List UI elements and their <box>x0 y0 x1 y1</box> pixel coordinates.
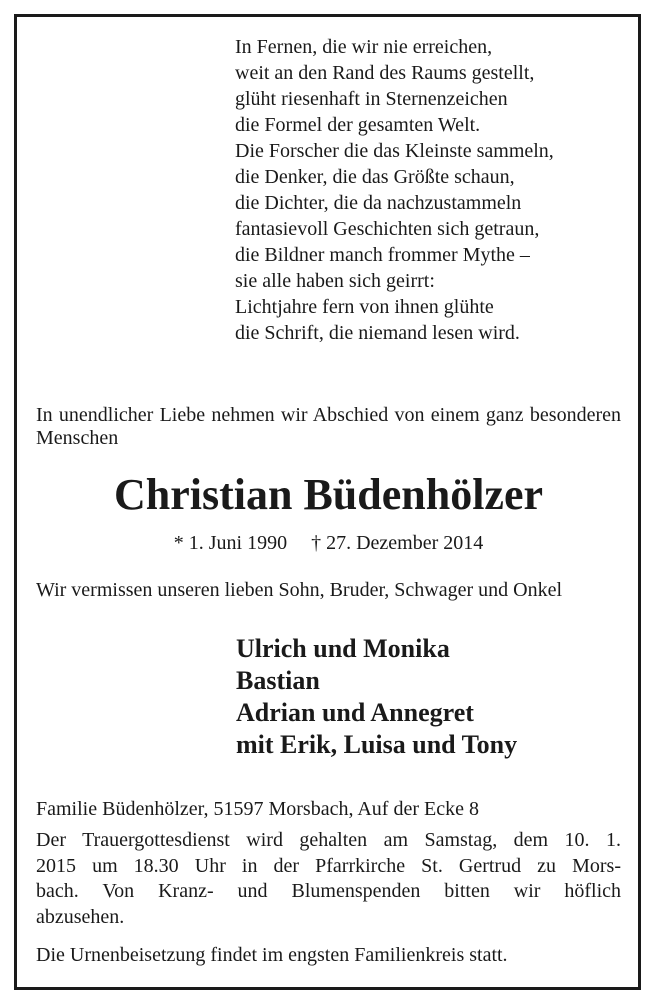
poem-line: die Denker, die das Größte schaun, <box>235 166 515 188</box>
poem-line: die Schrift, die niemand lesen wird. <box>235 322 520 344</box>
birth-date: * 1. Juni 1990 <box>173 532 288 554</box>
death-date: † 27. Dezember 2014 <box>311 532 484 554</box>
poem-line: Die Forscher die das Kleinste sammeln, <box>235 140 554 162</box>
service-line: bach. Von Kranz- und Blumenspenden bitten wir höflich <box>36 880 621 902</box>
family-members <box>236 633 626 761</box>
service-line: abzusehen. <box>36 905 125 928</box>
family-address: Familie Büdenhölzer, 51597 Morsbach, Auf der Ecke 8 <box>36 798 479 820</box>
deceased-name: Christian Büdenhölzer <box>113 470 544 519</box>
poem-line: die Formel der gesamten Welt. <box>235 114 481 136</box>
poem-line: weit an den Rand des Raums gestellt, <box>235 62 535 84</box>
poem <box>235 34 625 346</box>
mourning-text: Wir vermissen unseren lieben Sohn, Bruder, Schwager und Onkel <box>36 579 563 601</box>
poem-line: Lichtjahre fern von ihnen glühte <box>235 296 494 318</box>
family-member: Ulrich und Monika <box>236 634 450 663</box>
poem-line: fantasievoll Geschichten sich getraun, <box>235 218 540 240</box>
family-member: Adrian und Annegret <box>236 698 474 727</box>
service-line: 2015 um 18.30 Uhr in der Pfarrkirche St. Gertrud zu Mors- <box>36 854 621 877</box>
family-member: mit Erik, Luisa und Tony <box>236 730 518 759</box>
poem-line: In Fernen, die wir nie erreichen, <box>235 36 493 58</box>
farewell-intro: In unendlicher Liebe nehmen wir Abschied von einem ganz besonderen Menschen <box>36 404 621 449</box>
urn-burial-info: Die Urnenbeisetzung findet im engsten Familienkreis statt. <box>36 944 508 966</box>
poem-line: sie alle haben sich geirrt: <box>235 270 435 292</box>
poem-line: glüht riesenhaft in Sternenzeichen <box>235 88 508 110</box>
poem-line: die Bildner manch frommer Mythe – <box>235 244 530 266</box>
family-member: Bastian <box>236 666 320 695</box>
service-line: Der Trauergottesdienst wird gehalten am Samstag, dem 10. 1. <box>36 829 621 851</box>
poem-line: die Dichter, die da nachzustammeln <box>235 192 522 214</box>
life-dates <box>0 530 657 556</box>
funeral-service-info <box>36 828 621 930</box>
